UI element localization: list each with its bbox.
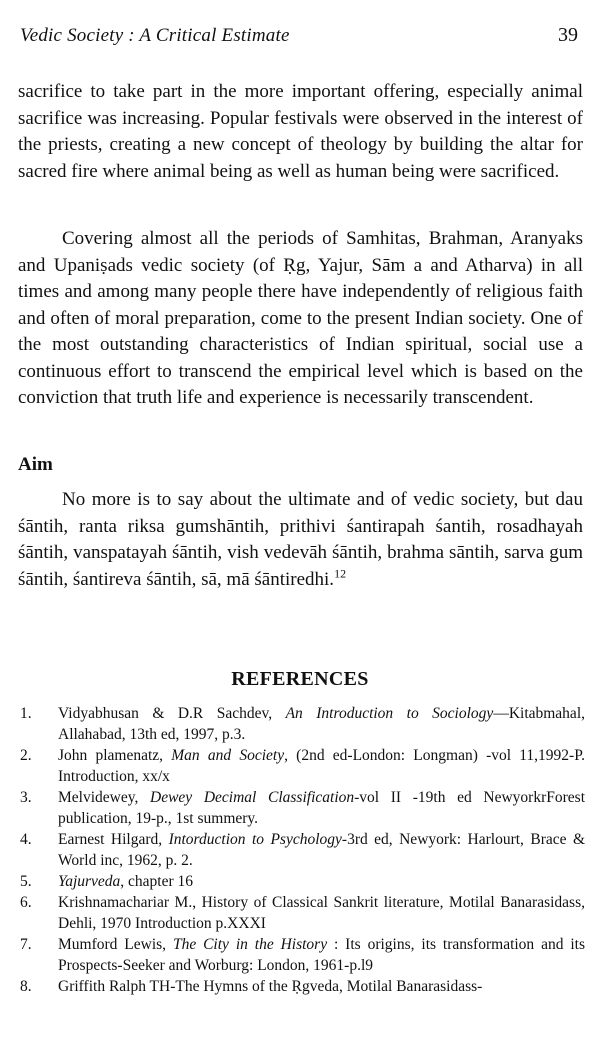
page-number: 39 (558, 24, 578, 46)
reference-text: Earnest Hilgard, Intorduction to Psychology-3rd ed, Newyork: Harlourt, Brace & World inc, 1962, p. 2. (58, 831, 586, 869)
reference-number: 7. (20, 936, 32, 953)
footnote-mark: 12 (334, 566, 347, 581)
reference-number: 6. (20, 894, 32, 911)
reference-text: Vidyabhusan & D.R Sachdev, An Introduction to Sociology—Kitabmahal, Allahabad, 13th ed, 1997, p.3. (58, 705, 585, 743)
references-heading: REFERENCES (231, 668, 369, 690)
reference-item (18, 976, 585, 997)
reference-number: 4. (20, 831, 32, 848)
reference-item (18, 745, 585, 787)
reference-text: Melvidewey, Dewey Decimal Classification-vol II -19th ed NewyorkrForest publication, 19-p., 1st summery. (58, 789, 585, 827)
reference-text: Yajurveda, chapter 16 (58, 873, 194, 890)
reference-number: 2. (20, 747, 32, 764)
references-list (18, 703, 585, 997)
running-header (20, 24, 578, 47)
aim-text: No more is to say about the ultimate and of vedic society, but dau śāntih, ranta riksa gumshāntih, prithivi śantirapah śantih, rosadhayah śāntih, vanspatayah śāntih, vish vedevāh śāntih, brahma sāntih, sarva gum śāntih, śantireva śāntih, sā, mā śāntiredhi. (18, 489, 583, 590)
reference-item (18, 934, 585, 976)
reference-item (18, 871, 585, 892)
reference-number: 5. (20, 873, 32, 890)
reference-item (18, 892, 585, 934)
reference-text: Krishnamachariar M., History of Classical Sankrit literature, Motilal Banarasidass, Dehli, 1970 Introduction p.XXXI (58, 894, 585, 932)
paragraph-aim (18, 487, 583, 593)
aim-heading: Aim (18, 454, 53, 475)
reference-text: Griffith Ralph TH-The Hymns of the Ṛgveda, Motilal Banarasidass- (58, 978, 483, 995)
reference-item (18, 787, 585, 829)
paragraph-sacrifice: sacrifice to take part in the more important offering, especially animal sacrifice was increasing. Popular festivals were observed in the interest of the priests, creating a new concept of theology by building the altar for sacred fire where animal being as well as human being were sacrificed. (18, 81, 583, 182)
reference-number: 3. (20, 789, 32, 806)
reference-number: 1. (20, 705, 32, 722)
reference-text: John plamenatz, Man and Society, (2nd ed-London: Longman) -vol 11,1992-P. Introduction, xx/x (58, 747, 585, 785)
reference-number: 8. (20, 978, 32, 995)
reference-item (18, 829, 585, 871)
reference-item (18, 703, 585, 745)
reference-text: Mumford Lewis, The City in the History : Its origins, its transformation and its Prospects-Seeker and Worburg: London, 1961-p.l9 (58, 936, 585, 974)
running-title: Vedic Society : A Critical Estimate (20, 25, 290, 46)
paragraph-vedic-society: Covering almost all the periods of Samhitas, Brahman, Aranyaks and Upaniṣads vedic society (of Ṛg, Yajur, Sām a and Atharva) in all times and among many people there have independently of religious faith and often of moral preparation, come to the present Indian society. One of the most outstanding characteristics of Indian spiritual, social use a continuous effort to transcend the empirical level which is based on the conviction that truth life and experience is necessarily transcendent. (18, 228, 583, 408)
